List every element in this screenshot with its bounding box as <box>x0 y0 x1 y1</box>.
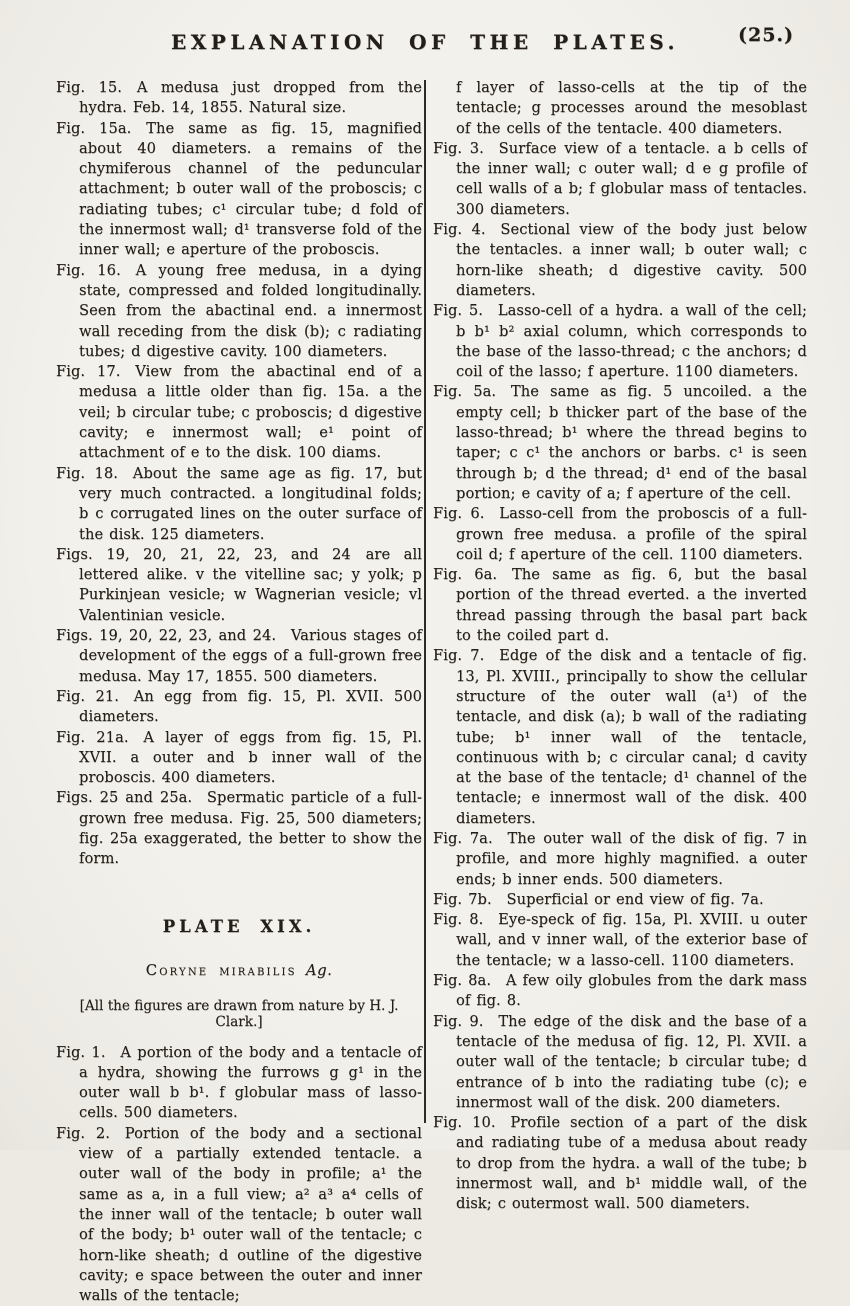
figure-label: Fig. 15a. <box>56 119 132 137</box>
left-column <box>56 78 422 1306</box>
figure-entry: Fig. 8. Eye-speck of fig. 15a, Pl. XVIII. u outer wall, and v inner wall, of the exterior base of the tentacle; w a lasso-cell. 1100 diameters. <box>433 911 807 969</box>
attribution-note: [All the figures are drawn from nature by H. J. Clark.] <box>79 997 399 1030</box>
figure-label: Fig. 7. <box>433 647 485 665</box>
figure-entry: Fig. 21a. A layer of eggs from fig. 15, Pl. XVII. a outer and b inner wall of the proboscis. 400 diameters. <box>56 728 422 787</box>
figure-entry: Fig. 7a. The outer wall of the disk of fig. 7 in profile, and more highly magnified. a outer ends; b inner ends. 500 diameters. <box>433 829 807 888</box>
figure-entry-continuation: f layer of lasso-cells at the tip of the tentacle; g processes around the mesoblast of the cells of the tentacle. 400 diameters. <box>456 79 807 137</box>
page-title: EXPLANATION OF THE PLATES. <box>171 30 679 54</box>
plate-heading: PLATE XIX. <box>162 916 316 936</box>
figure-label: Fig. 4. <box>433 221 486 239</box>
figure-label: Figs. 19, 20, 22, 23, and 24. <box>56 627 277 645</box>
figure-entry: Fig. 2. Portion of the body and a sectional view of a partially extended tentacle. a outer wall of the body in profile; a¹ the same as a, in a full view; a² a³ a⁴ cells of the inner wall of the tentacle; b outer wall of the body; b¹ outer wall of the tentacle; c horn-like sheath; d outline of the digestive cavity; e space between the outer and inner walls of the tentacle; <box>56 1124 422 1305</box>
figure-label: Fig. 15. <box>56 79 123 96</box>
figure-entry: Fig. 7b. Superficial or end view of fig. 7a. <box>433 890 764 908</box>
figure-entry: Fig. 7. Edge of the disk and a tentacle of fig. 13, Pl. XVIII., principally to show the cellular structure of the outer wall (a¹) of the tentacle, and disk (a); b wall of the radiating tube; b¹ inner wall of the tentacle, continuous with b; c circular canal; d cavity at the base of the tentacle; d¹ channel of the tentacle; e innermost wall of the disk. 400 diameters. <box>433 647 807 827</box>
figure-entry: Fig. 18. About the same age as fig. 17, but very much contracted. a longitudinal folds; b c corrugated lines on the outer surface of the disk. 125 diameters. <box>56 464 423 543</box>
figure-entry: Fig. 6. Lasso-cell from the proboscis of a full-grown free medusa. a profile of the spiral coil d; f aperture of the cell. 1100 diameters. <box>433 505 807 563</box>
figure-entry: Fig. 17. View from the abactinal end of a medusa a little older than fig. 15a. a the veil; b circular tube; c proboscis; d digestive cavity; e innermost wall; e¹ point of attachment of e to the disk. 100 diams. <box>56 363 422 462</box>
species-heading <box>56 962 422 979</box>
figure-label: Fig. 10. <box>433 1114 496 1132</box>
figure-entry: Fig. 15. A medusa just dropped from the hydra. Feb. 14, 1855. Natural size. <box>56 79 422 117</box>
figure-label: Fig. 9. <box>433 1012 484 1030</box>
page-number: (25.) <box>738 24 795 46</box>
figure-entry: Figs. 25 and 25a. Spermatic particle of a full-grown free medusa. Fig. 25, 500 diameters; fig. 25a exaggerated, the better to show the form. <box>56 789 423 868</box>
figure-label: Fig. 8a. <box>433 972 492 990</box>
figure-label: Fig. 21. <box>56 687 119 705</box>
figure-label: Fig. 3. <box>433 139 484 157</box>
figure-label: Fig. 5. <box>433 302 484 320</box>
figure-entry: Fig. 5. Lasso-cell of a hydra. a wall of the cell; b b¹ b² axial column, which corresponds to the base of the lasso-thread; c the anchors; d coil of the lasso; f aperture. 1100 diameters. <box>433 302 807 381</box>
figure-label: Figs. 19, 20, 21, 22, 23, and 24 <box>56 545 351 563</box>
figure-label: Fig. 18. <box>56 464 119 482</box>
figure-entry: Fig. 1. A portion of the body and a tentacle of a hydra, showing the furrows g g¹ in the outer wall b b¹. f globular mass of lasso-cells. 500 diameters. <box>56 1043 422 1122</box>
figure-label: Fig. 7b. <box>433 890 492 908</box>
species-authority: Ag. <box>296 961 333 979</box>
figure-label: Fig. 1. <box>56 1043 106 1061</box>
figure-entry: Fig. 16. A young free medusa, in a dying state, compressed and folded longitudinally. Seen from the abactinal end. a innermost wall receding from the disk (b); c radiating tubes; d digestive cavity. 100 diameters. <box>56 261 422 360</box>
figure-label: Fig. 6. <box>433 505 485 523</box>
figure-entry: Fig. 15a. The same as fig. 15, magnified about 40 diameters. a remains of the chymiferous channel of the peduncular attachment; b outer wall of the proboscis; c radiating tubes; c¹ circular tube; d fold of the innermost wall; d¹ transverse fold of the inner wall; e aperture of the proboscis. <box>56 119 422 259</box>
figure-entry: Figs. 19, 20, 21, 22, 23, and 24 are all lettered alike. v the vitelline sac; y yolk; p Purkinjean vesicle; w Wagnerian vesicle; vl Valentinian vesicle. <box>56 545 422 624</box>
figure-label: Fig. 21a. <box>56 728 129 746</box>
figure-entry: Fig. 4. Sectional view of the body just below the tentacles. a inner wall; b outer wall; c horn-like sheath; d digestive cavity. 500 diameters. <box>433 221 807 299</box>
figure-entry: Fig. 8a. A few oily globules from the dark mass of fig. 8. <box>433 972 807 1010</box>
figure-entry: Figs. 19, 20, 22, 23, and 24. Various stages of development of the eggs of a full-grown free medusa. May 17, 1855. 500 diameters. <box>56 627 422 685</box>
figure-label: Fig. 2. <box>56 1124 111 1142</box>
right-column <box>433 78 807 1215</box>
figure-entry: Fig. 3. Surface view of a tentacle. a b cells of the inner wall; c outer wall; d e g profile of cell walls of a b; f globular mass of tentacles. 300 diameters. <box>433 139 807 218</box>
figure-label: Fig. 7a. <box>433 829 493 847</box>
figure-entry: Fig. 9. The edge of the disk and the base of a tentacle of the medusa of fig. 12, Pl. XVII. a outer wall of the tentacle; b circular tube; d entrance of b into the radiating tube (c); e innermost wall of the disk. 200 diameters. <box>433 1012 807 1111</box>
figure-entry: Fig. 5a. The same as fig. 5 uncoiled. a the empty cell; b thicker part of the base of the lasso-thread; b¹ where the thread begins to taper; c c¹ the anchors or barbs. c¹ is seen through b; d the thread; d¹ end of the basal portion; e cavity of a; f aperture of the cell. <box>433 383 807 502</box>
figure-entry: Fig. 10. Profile section of a part of the disk and radiating tube of a medusa about ready to drop from the hydra. a wall of the tube; b innermost wall, and b¹ middle wall, of the disk; c outermost wall. 500 diameters. <box>433 1114 807 1213</box>
column-divider <box>424 80 426 1123</box>
figure-label: Fig. 16. <box>56 261 121 279</box>
figure-label: Fig. 6a. <box>433 566 498 584</box>
species-name: Coryne mirabilis <box>145 961 297 979</box>
figure-label: Fig. 8. <box>433 911 484 929</box>
figure-label: Fig. 17. <box>56 363 121 381</box>
figure-label: Fig. 5a. <box>433 383 497 401</box>
figure-entry: Fig. 21. An egg from fig. 15, Pl. XVII. 500 diameters. <box>56 687 422 726</box>
figure-entry: Fig. 6a. The same as fig. 6, but the basal portion of the thread everted. a the inverted thread passing through the basal part back to the coiled part d. <box>433 566 807 645</box>
figure-label: Figs. 25 and 25a. <box>56 789 193 807</box>
